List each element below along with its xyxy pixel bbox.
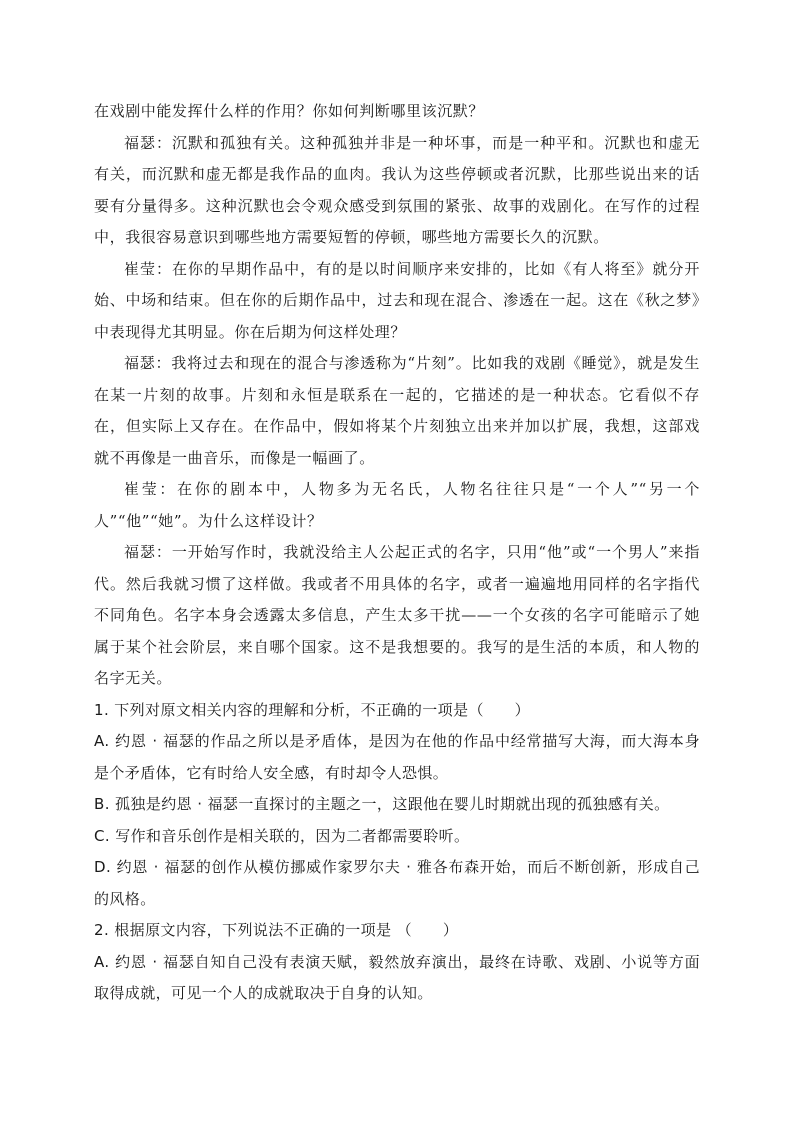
- interview-paragraph: 福瑟：一开始写作时，我就没给主人公起正式的名字，只用“他”或“一个男人”来指代。然后我就习惯了这样做。我或者不用具体的名字，或者一遍遍地用同样的名字指代不同角色。名字本身会透露太多信息，产生太多干扰——一个女孩的名字可能暗示了她属于某个社会阶层，来自哪个国家。这不是我想要的。我写的是生活的本质，和人物的名字无关。: [94, 543, 700, 687]
- option-text: C. 写作和音乐创作是相关联的，因为二者都需要聆听。: [94, 826, 470, 845]
- interview-paragraph: 福瑟：我将过去和现在的混合与渗透称为“片刻”。比如我的戏剧《睡觉》，就是发生在某一片刻的故事。片刻和永恒是联系在一起的，它描述的是一种状态。它看似不存在，但实际上又存在。在作品中，假如将某个片刻独立出来并加以扩展，我想，这部戏就不再像是一曲音乐，而像是一幅画了。: [94, 354, 700, 467]
- page-content: [94, 96, 700, 1010]
- interview-paragraph: 崔莹：在你的早期作品中，有的是以时间顺序来安排的，比如《有人将至》就分开始、中场和结束。但在你的后期作品中，过去和现在混合、渗透在一起。这在《秋之梦》中表现得尤其明显。你在后期为何这样处理？: [94, 259, 700, 341]
- option-text: A. 约恩 · 福瑟的作品之所以是矛盾体，是因为在他的作品中经常描写大海，而大海本身是个矛盾体，它有时给人安全感，有时却令人恐惧。: [94, 732, 700, 782]
- question-stem: 2. 根据原文内容，下列说法不正确的一项是 （ ）: [94, 921, 459, 939]
- interview-paragraph: 福瑟：沉默和孤独有关。这种孤独并非是一种坏事，而是一种平和。沉默也和虚无有关，而沉默和虚无都是我作品的血肉。我认为这些停顿或者沉默，比那些说出来的话要有分量得多。这种沉默也会令观众感受到氛围的紧张、故事的戏剧化。在写作的过程中，我很容易意识到哪些地方需要短暂的停顿，哪些地方需要长久的沉默。: [94, 133, 700, 246]
- interview-paragraph: 在戏剧中能发挥什么样的作用？你如何判断哪里该沉默？: [94, 102, 485, 120]
- question-stem: 1. 下列对原文相关内容的理解和分析，不正确的一项是（ ）: [94, 700, 531, 719]
- option-text: B. 孤独是约恩 · 福瑟一直探讨的主题之一，这跟他在婴儿时期就出现的孤独感有关。: [94, 795, 670, 813]
- option-text: A. 约恩 · 福瑟自知自己没有表演天赋，毅然放弃演出，最终在诗歌、戏剧、小说等方面取得成就，可见一个人的成就取决于自身的认知。: [94, 952, 700, 1002]
- option-text: D. 约恩 · 福瑟的创作从模仿挪威作家罗尔夫 · 雅各布森开始，而后不断创新，形成自己的风格。: [94, 858, 700, 908]
- interview-paragraph: 崔莹：在你的剧本中，人物多为无名氏，人物名往往只是“一个人”“另一个人”“他”“她”。为什么这样设计？: [94, 480, 700, 530]
